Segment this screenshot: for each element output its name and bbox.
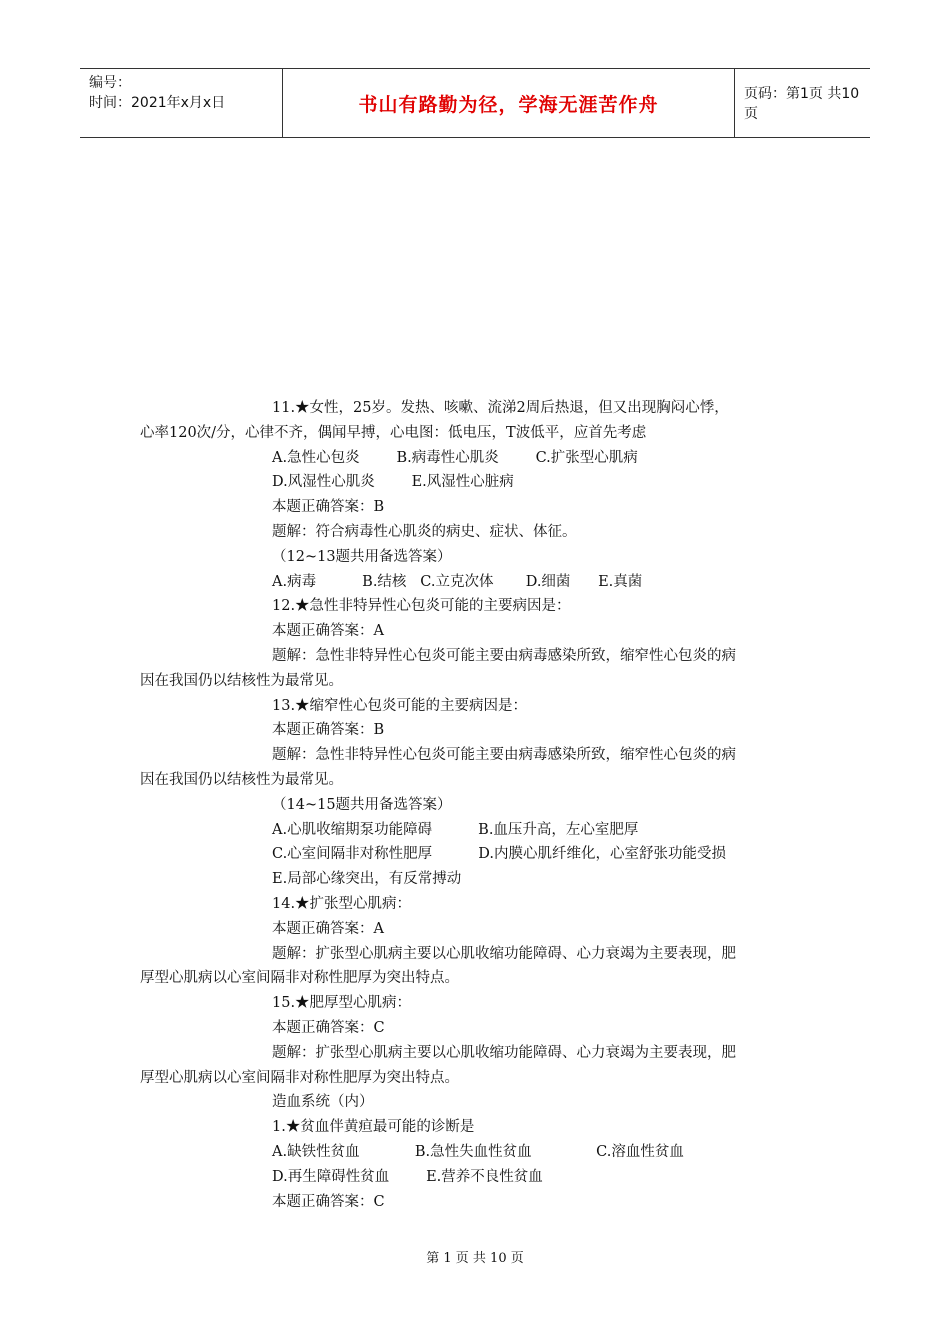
q13-explanation: 题解：急性非特异性心包炎可能主要由病毒感染所致，缩窄性心包炎的病 <box>272 747 736 764</box>
q14-answer: 本题正确答案：A <box>272 920 384 937</box>
q15-explanation-cont: 厚型心肌病以心室间隔非对称性肥厚为突出特点。 <box>140 1069 459 1086</box>
page-footer: 第 1 页 共 10 页 <box>426 1251 524 1266</box>
q13-stem: 13.★缩窄性心包炎可能的主要病因是： <box>272 697 528 714</box>
q15-stem: 15.★肥厚型心肌病： <box>272 995 412 1012</box>
document-body <box>140 396 812 1214</box>
h1-options-1: A.缺铁性贫血 B.急性失血性贫血 C.溶血性贫血 <box>272 1143 684 1160</box>
h1-stem: 1.★贫血伴黄疸最可能的诊断是 <box>272 1119 475 1136</box>
q12-explanation-cont: 因在我国仍以结核性为最常见。 <box>140 672 343 689</box>
q12-stem: 12.★急性非特异性心包炎可能的主要病因是： <box>272 598 571 615</box>
q14-stem: 14.★扩张型心肌病： <box>272 895 412 912</box>
q13-explanation-cont: 因在我国仍以结核性为最常见。 <box>140 771 343 788</box>
q14-15-options-3: E.局部心缘突出，有反常搏动 <box>272 871 462 888</box>
motto: 书山有路勤为径，学海无涯苦作舟 <box>358 93 659 116</box>
q14-15-shared-note: （14~15题共用备选答案） <box>272 796 452 813</box>
q15-answer: 本题正确答案：C <box>272 1019 385 1036</box>
section-heading: 造血系统（内） <box>272 1094 374 1111</box>
h1-answer: 本题正确答案：C <box>272 1193 385 1210</box>
page-code: 页码：第1页 共10页 <box>744 86 860 122</box>
q14-explanation-cont: 厚型心肌病以心室间隔非对称性肥厚为突出特点。 <box>140 970 459 987</box>
number-label: 编号： <box>89 75 131 91</box>
header-meta <box>80 69 282 137</box>
h1-options-2: D.再生障碍性贫血 E.营养不良性贫血 <box>272 1168 543 1185</box>
q11-options-2: D.风湿性心肌炎 E.风湿性心脏病 <box>272 474 514 491</box>
q14-15-options-1: A.心肌收缩期泵功能障碍 B.血压升高，左心室肥厚 <box>272 821 639 838</box>
header-page-code-cell <box>735 69 870 137</box>
q11-options-1: A.急性心包炎 B.病毒性心肌炎 C.扩张型心肌病 <box>272 449 638 466</box>
q11-stem: 11.★女性，25岁。发热、咳嗽、流涕2周后热退，但又出现胸闷心悸， <box>272 400 729 416</box>
page-header <box>80 68 870 138</box>
q14-15-options-2: C.心室间隔非对称性肥厚 D.内膜心肌纤维化，心室舒张功能受损 <box>272 846 726 863</box>
q15-explanation: 题解：扩张型心肌病主要以心肌收缩功能障碍、心力衰竭为主要表现，肥 <box>272 1044 736 1061</box>
q12-explanation: 题解：急性非特异性心包炎可能主要由病毒感染所致，缩窄性心包炎的病 <box>272 647 736 664</box>
q11-stem-cont: 心率120次/分，心律不齐，偶闻早搏，心电图：低电压，T波低平，应首先考虑 <box>140 424 647 441</box>
time-label: 时间：2021年x月x日 <box>89 95 226 111</box>
q12-13-options: A.病毒 B.结核 C.立克次体 D.细菌 E.真菌 <box>272 573 643 590</box>
q12-13-shared-note: （12~13题共用备选答案） <box>272 548 452 565</box>
q14-explanation: 题解：扩张型心肌病主要以心肌收缩功能障碍、心力衰竭为主要表现，肥 <box>272 945 736 962</box>
q13-answer: 本题正确答案：B <box>272 722 385 739</box>
q11-answer: 本题正确答案：B <box>272 499 385 516</box>
q11-explanation: 题解：符合病毒性心肌炎的病史、症状、体征。 <box>272 523 577 540</box>
q12-answer: 本题正确答案：A <box>272 623 384 640</box>
header-motto-cell <box>282 69 735 137</box>
